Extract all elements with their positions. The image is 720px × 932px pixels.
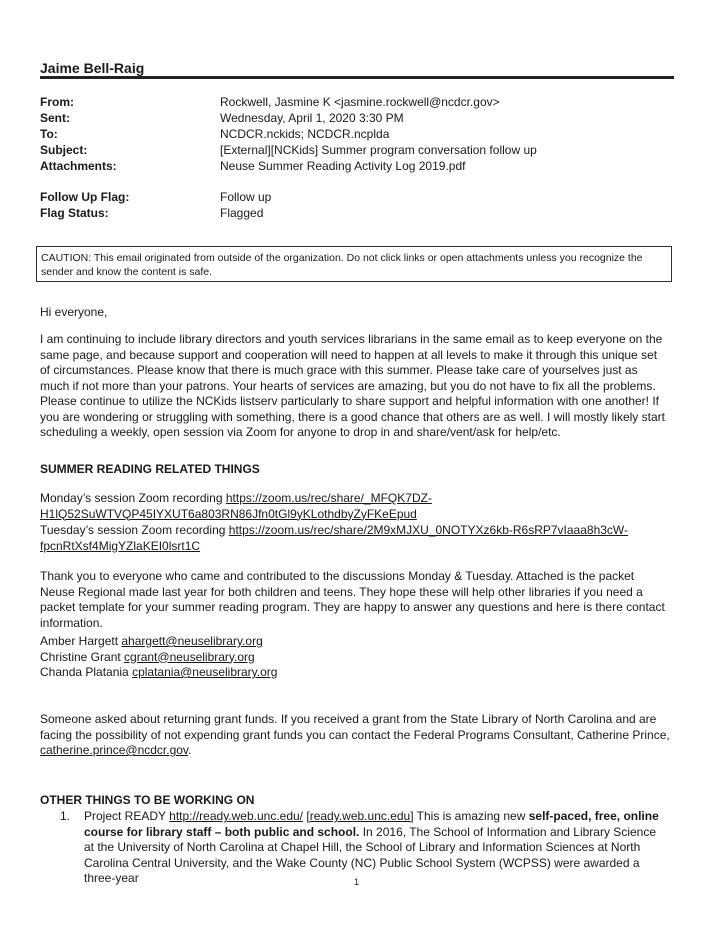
tuesday-label: Tuesday’s session Zoom recording <box>40 523 229 537</box>
greeting: Hi everyone, <box>40 305 108 319</box>
section-summer-reading-title: SUMMER READING RELATED THINGS <box>40 462 260 476</box>
contact-row <box>40 650 670 666</box>
list-item-project-ready <box>84 809 668 887</box>
grant-funds-end: . <box>188 743 192 757</box>
attachments-label: Attachments: <box>40 159 117 173</box>
project-ready-link[interactable]: http://ready.web.unc.edu/ <box>169 809 304 823</box>
subject-value: [External][NCKids] Summer program conversation follow up <box>220 143 537 157</box>
subject-label: Subject: <box>40 143 88 157</box>
contact-email-link[interactable]: ahargett@neuselibrary.org <box>121 634 263 648</box>
caution-banner: CAUTION: This email originated from outside of the organization. Do not click links or open attachments unless you recognize the sender and know the content is safe. <box>36 246 672 282</box>
paragraph-intro: I am continuing to include library directors and youth services librarians in the same email as to keep everyone on the same page, and because support and cooperation will need to happen at all levels to make it through this unique set of circumstances. Please know that there is much grace with this summer. Please take care of yourselves just as much if not more than your patrons. Your hearts of services are amazing, but you do not have to fix all the problems. Please continue to utilize the NCKids listserv particularly to share support and helpful information with one another! If you are wondering or struggling with something, there is a good chance that others are as well. I will mostly likely start scheduling a weekly, open session via Zoom for anyone to drop in and share/vent/ask for help/etc. <box>40 332 665 439</box>
section-other-things-title: OTHER THINGS TO BE WORKING ON <box>40 793 255 807</box>
followup-label: Follow Up Flag: <box>40 190 130 204</box>
flagstatus-label: Flag Status: <box>40 206 109 220</box>
followup-value: Follow up <box>220 190 272 204</box>
flagstatus-value: Flagged <box>220 206 264 220</box>
monday-recording-link-cont[interactable]: H1lQ52SuWTVQP45IYXUT6a803RN86Jfn0tGl9yKLothdbyZyFKeEpud <box>40 506 417 521</box>
contact-name: Chanda Platania <box>40 665 133 679</box>
header-rule <box>40 76 674 79</box>
page-number: 1 <box>354 877 360 887</box>
sender-name: Jaime Bell-Raig <box>40 60 145 76</box>
contact-name: Amber Hargett <box>40 634 122 648</box>
grant-funds-text: Someone asked about returning grant funds. If you received a grant from the State Library of North Carolina and are facing the possibility of not expending grant funds you can contact the Federal Programs Consultant, Catherine Prince, <box>40 712 670 742</box>
project-ready-bold: self-paced, free, online course for library staff – both public and school. <box>84 809 659 839</box>
project-ready-prefix: Project READY <box>84 809 170 823</box>
project-ready-rest: In 2016, The School of Information and Library Science at the University of North Carolina at Chapel Hill, the School of Library and Information Sciences at North Carolina Central University, and the Wake County (NC) Public School System (WCPSS) were awarded a three-year <box>84 824 656 885</box>
contact-name: Christine Grant <box>40 649 125 664</box>
contact-row <box>40 634 670 650</box>
attachments-value: Neuse Summer Reading Activity Log 2019.pdf <box>220 159 466 173</box>
project-ready-link-alt[interactable]: [ready.web.unc.edu] <box>306 809 414 823</box>
paragraph-grant-funds <box>40 712 670 759</box>
monday-recording-link[interactable]: https://zoom.us/rec/share/_MFQK7DZ- <box>225 491 432 505</box>
list-item-number: 1. <box>60 809 71 823</box>
tuesday-recording <box>40 523 670 554</box>
to-label: To: <box>40 127 58 141</box>
from-label: From: <box>40 95 74 109</box>
paragraph-neuse: Thank you to everyone who came and contributed to the discussions Monday & Tuesday. Attached is the packet Neuse Regional made last year for both children and teens. They hope these will help other libraries if you need a packet template for your summer reading program. They are happy to answer any questions and here is there contact information. <box>40 569 665 630</box>
monday-recording <box>40 491 670 522</box>
tuesday-recording-link[interactable]: https://zoom.us/rec/share/2M9xMJXU_0NOTYXz6kb-R6sRP7vIaaa8h3cW- <box>228 523 629 537</box>
to-value: NCDCR.nckids; NCDCR.ncplda <box>220 127 390 141</box>
contact-list <box>40 634 670 681</box>
contact-email-link[interactable]: cplatania@neuselibrary.org <box>132 665 278 679</box>
tuesday-recording-link-cont[interactable]: fpcnRtXsf4MigYZlaKEI0lsrt1C <box>40 538 201 553</box>
sent-value: Wednesday, April 1, 2020 3:30 PM <box>220 111 404 125</box>
contact-email-link[interactable]: cgrant@neuselibrary.org <box>124 649 255 664</box>
sent-label: Sent: <box>40 111 70 125</box>
catherine-email-link[interactable]: catherine.prince@ncdcr.gov <box>40 743 189 757</box>
from-value: Rockwell, Jasmine K <jasmine.rockwell@ncdcr.gov> <box>220 95 500 109</box>
contact-row <box>40 665 670 681</box>
project-ready-mid: This is amazing new <box>413 809 529 823</box>
monday-label: Monday’s session Zoom recording <box>40 491 226 505</box>
